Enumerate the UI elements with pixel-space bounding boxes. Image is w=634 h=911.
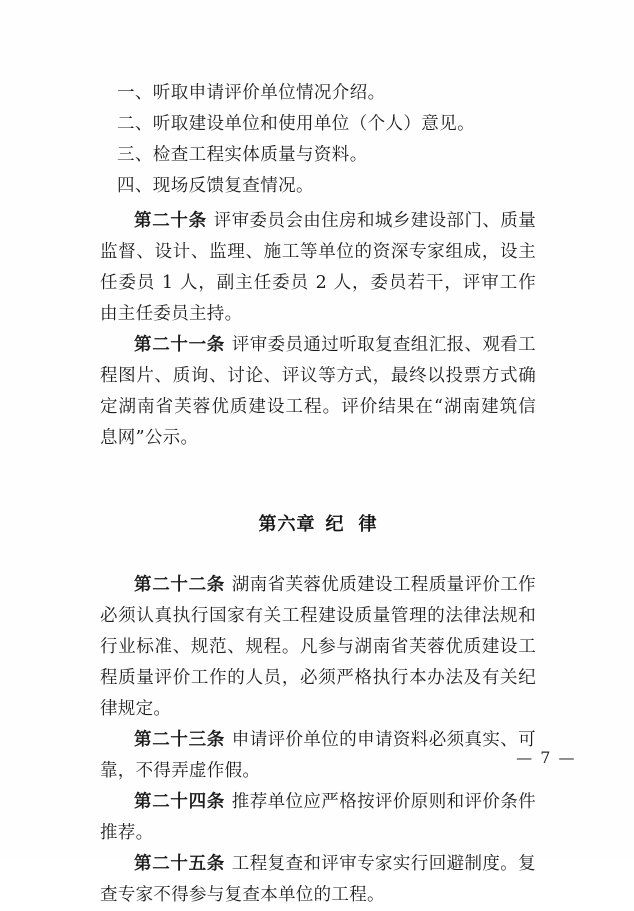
article-label: 第二十四条 [134,792,225,812]
article-label: 第二十三条 [134,730,225,750]
article-paragraph [100,787,536,849]
procedure-list [100,78,536,202]
spacer [100,454,536,510]
chapter-heading [100,510,536,540]
list-item: 四、现场反馈复查情况。 [117,176,314,196]
article-text: 申请评价单位的申请资料必须真实、可靠，不得弄虚作假。 [100,730,536,781]
page-number: — 7 — [516,748,576,767]
article-text: 评审委员会由住房和城乡建设部门、质量监督、设计、监理、施工等单位的资深专家组成，设主任委员 1 人，副主任委员 2 人，委员若干，评审工作由主任委员主持。 [100,211,536,324]
article-paragraph [100,570,536,725]
spacer [100,540,536,570]
article-text: 工程复查和评审专家实行回避制度。复查专家不得参与复查本单位的工程。 [100,854,536,905]
chapter-title-char-2: 律 [358,514,378,535]
article-label: 第二十一条 [134,335,225,355]
article-label: 第二十五条 [134,854,225,874]
list-item: 一、听取申请评价单位情况介绍。 [117,83,386,103]
article-label: 第二十二条 [134,575,225,595]
article-paragraph [100,206,536,330]
list-item: 三、检查工程实体质量与资料。 [117,145,368,165]
chapter-title-char-1: 纪 [325,514,345,535]
document-body [100,78,536,911]
article-text: 推荐单位应严格按评价原则和评价条件推荐。 [100,792,536,843]
article-paragraph [100,725,536,787]
list-item: 二、听取建设单位和使用单位（个人）意见。 [117,114,475,134]
article-paragraph [100,849,536,911]
article-text: 湖南省芙蓉优质建设工程质量评价工作必须认真执行国家有关工程建设质量管理的法律法规和行业标准、规范、规程。凡参与湖南省芙蓉优质建设工程质量评价工作的人员，必须严格执行本办法及有关纪律规定。 [100,575,536,719]
article-paragraph [100,330,536,454]
chapter-number: 第六章 [258,514,316,535]
article-label: 第二十条 [134,211,207,231]
article-text: 评审委员通过听取复查组汇报、观看工程图片、质询、讨论、评议等方式，最终以投票方式确定湖南省芙蓉优质建设工程。评价结果在“湖南建筑信息网”公示。 [100,335,536,448]
